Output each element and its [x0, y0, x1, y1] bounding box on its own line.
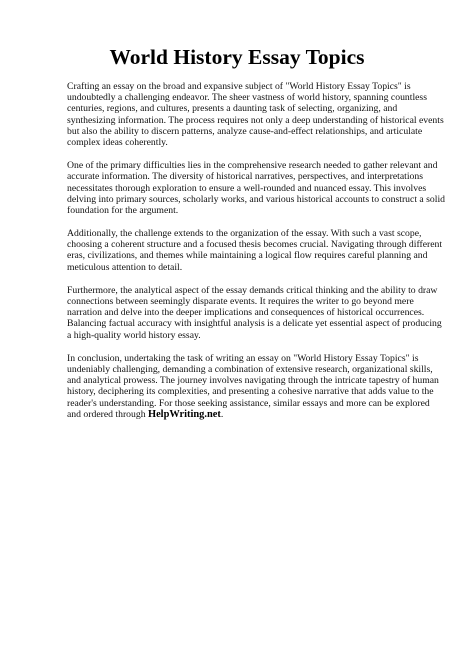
- paragraph-line: synthesizing information. The process requires not only a deep understanding of historical events: [67, 114, 444, 126]
- helpwriting-link[interactable]: HelpWriting.net: [147, 408, 221, 420]
- paragraph-line: Additionally, the challenge extends to the organization of the essay. With such a vast scope,: [67, 228, 422, 240]
- paragraph-last-line: [67, 409, 415, 420]
- paragraph-line: One of the primary difficulties lies in the comprehensive research needed to gather relevant and: [67, 160, 438, 172]
- paragraph-organization: [67, 228, 443, 273]
- paragraph-analysis: [67, 284, 442, 341]
- paragraph-line: reader's understanding. For those seeking assistance, similar essays and more can be explored: [67, 397, 430, 409]
- document-title: World History Essay Topics: [109, 45, 365, 69]
- paragraph-line: narration and delve into the deeper implications and consequences of historical occurrences.: [67, 307, 425, 319]
- document-body: [67, 81, 445, 432]
- paragraph-line: connections between seemingly disparate events. It requires the writer to go beyond mere: [67, 296, 414, 307]
- paragraph-line: centuries, regions, and cultures, presents a daunting task of selecting, organizing, and: [67, 103, 398, 115]
- last-line-prefix: and ordered through: [67, 408, 148, 420]
- last-line-suffix: .: [220, 408, 224, 420]
- paragraph-line: accurate information. The diversity of historical narratives, perspectives, and interpretations: [67, 171, 423, 183]
- paragraph-research: [67, 160, 445, 216]
- paragraph-line: choosing a coherent structure and a focused thesis becomes crucial. Navigating through different: [67, 239, 443, 251]
- paragraph-conclusion: [67, 352, 439, 420]
- paragraph-line: undeniably challenging, demanding a combination of extensive research, organizational skills,: [67, 363, 433, 375]
- paragraph-line: but also the ability to discern patterns, analyze cause-and-effect relationships, and articulate: [67, 125, 423, 137]
- paragraph-intro: [67, 81, 444, 148]
- paragraph-line: In conclusion, undertaking the task of writing an essay on "World History Essay Topics" is: [67, 352, 419, 364]
- paragraph-line: eras, civilizations, and themes while maintaining a logical flow requires careful planning and: [67, 250, 428, 262]
- paragraph-line: and analytical prowess. The journey involves navigating through the intricate tapestry of human: [67, 375, 439, 387]
- paragraph-line: foundation for the argument.: [67, 204, 179, 216]
- paragraph-line: Furthermore, the analytical aspect of the essay demands critical thinking and the ability to draw: [67, 284, 438, 296]
- paragraph-line: Balancing factual accuracy with insightful analysis is a delicate yet essential aspect of producing: [67, 318, 442, 330]
- paragraph-line: a high-quality world history essay.: [67, 329, 201, 341]
- paragraph-line: necessitates thorough exploration to ensure a well-rounded and nuanced essay. This involves: [67, 182, 427, 194]
- paragraph-line: delving into primary sources, scholarly works, and various historical accounts to construct a solid: [67, 193, 445, 205]
- paragraph-line: history, deciphering its complexities, and presenting a cohesive narrative that adds value to the: [67, 386, 434, 398]
- paragraph-line: Crafting an essay on the broad and expansive subject of "World History Essay Topics" is: [67, 81, 411, 92]
- paragraph-line: meticulous attention to detail.: [67, 261, 183, 273]
- paragraph-line: undoubtedly a challenging endeavor. The sheer vastness of world history, spanning countless: [67, 92, 427, 104]
- paragraph-line: complex ideas coherently.: [67, 136, 168, 148]
